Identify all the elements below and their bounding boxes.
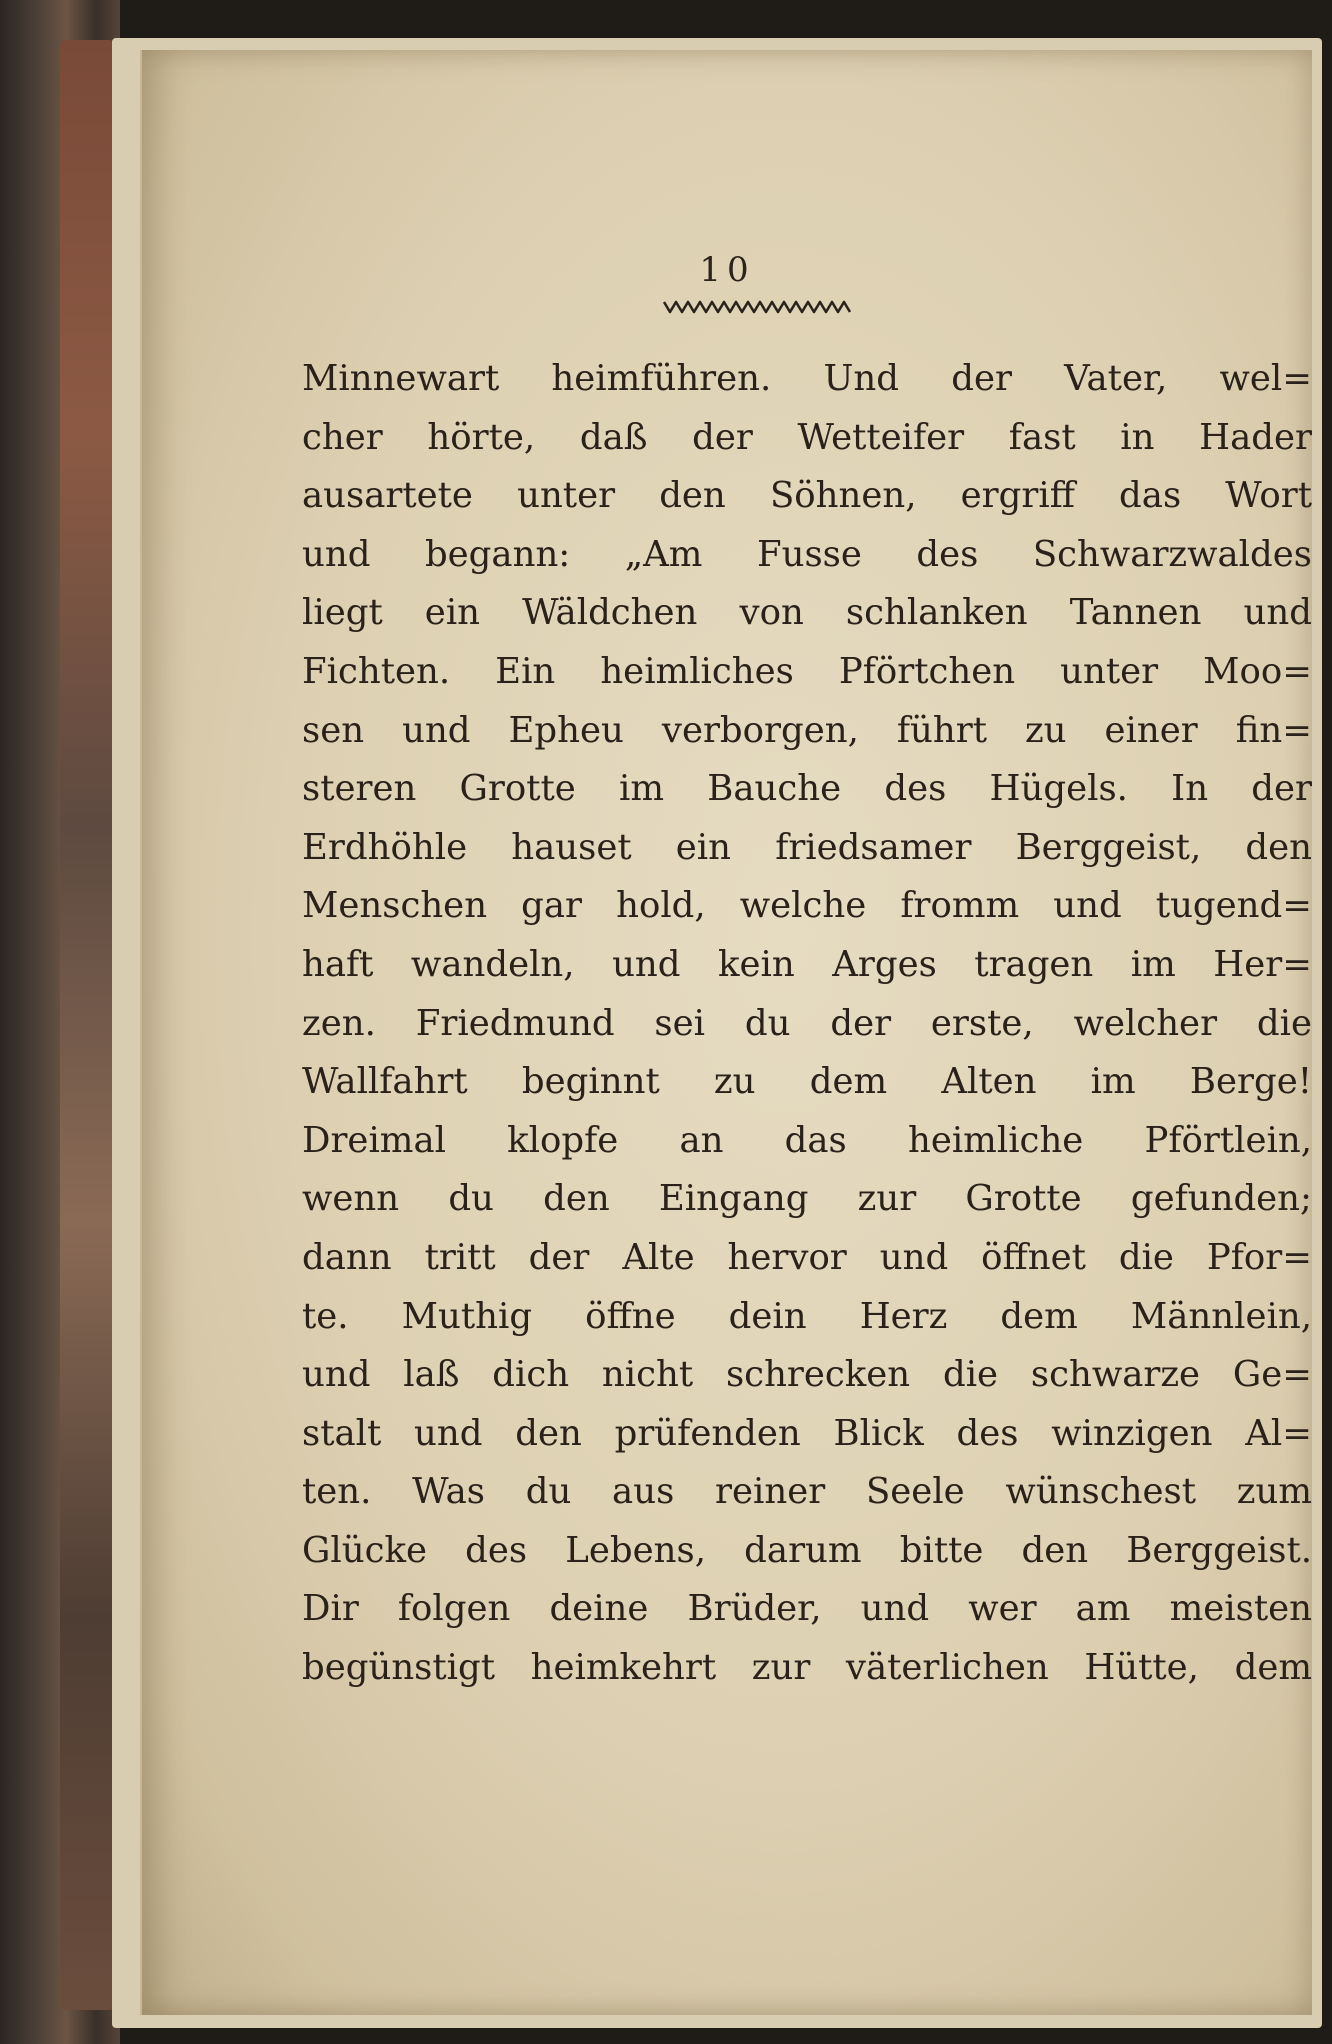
page-number: 10	[699, 250, 755, 290]
text-line: Dreimal klopfe an das heimliche Pförtlein,	[302, 1119, 1312, 1161]
text-line: stalt und den prüfenden Blick des winzigen Al=	[302, 1412, 1312, 1454]
text-line: begünstigt heimkehrt zur väterlichen Hütte, dem	[302, 1647, 1312, 1689]
body-text	[302, 350, 1312, 1698]
text-line: Wallfahrt beginnt zu dem Alten im Berge!	[302, 1061, 1312, 1103]
text-line: liegt ein Wäldchen von schlanken Tannen und	[302, 592, 1312, 634]
text-line: steren Grotte im Bauche des Hügels. In der	[302, 768, 1312, 810]
text-line: dann tritt der Alte hervor und öffnet die Pfor=	[302, 1236, 1312, 1278]
text-line: ten. Was du aus reiner Seele wünschest zum	[302, 1471, 1312, 1513]
text-line: Fichten. Ein heimliches Pförtchen unter Moo=	[302, 650, 1312, 692]
text-line: sen und Epheu verborgen, führt zu einer fin=	[302, 709, 1312, 751]
text-line: cher hörte, daß der Wetteifer fast in Hader	[302, 416, 1312, 458]
text-line: Dir folgen deine Brüder, und wer am meisten	[302, 1588, 1312, 1630]
text-line: zen. Friedmund sei du der erste, welcher die	[302, 1002, 1312, 1044]
text-line: wenn du den Eingang zur Grotte gefunden;	[302, 1178, 1312, 1220]
text-line: te. Muthig öffne dein Herz dem Männlein,	[302, 1295, 1312, 1337]
text-line: und begann: „Am Fusse des Schwarzwaldes	[302, 533, 1312, 575]
wavy-rule-ornament	[662, 296, 852, 318]
text-line: Erdhöhle hauset ein friedsamer Berggeist, den	[302, 826, 1312, 868]
text-line: Glücke des Lebens, darum bitte den Berggeist.	[302, 1529, 1312, 1571]
text-line: Minnewart heimführen. Und der Vater, wel=	[302, 358, 1312, 399]
book-cover-edge	[60, 40, 115, 2010]
book-page	[140, 50, 1312, 2015]
text-line: Menschen gar hold, welche fromm und tugend=	[302, 885, 1312, 927]
text-line: haft wandeln, und kein Arges tragen im Her=	[302, 943, 1312, 985]
text-line: und laß dich nicht schrecken die schwarze Ge=	[302, 1354, 1312, 1396]
text-line: ausartete unter den Söhnen, ergriff das Wort	[302, 475, 1312, 517]
